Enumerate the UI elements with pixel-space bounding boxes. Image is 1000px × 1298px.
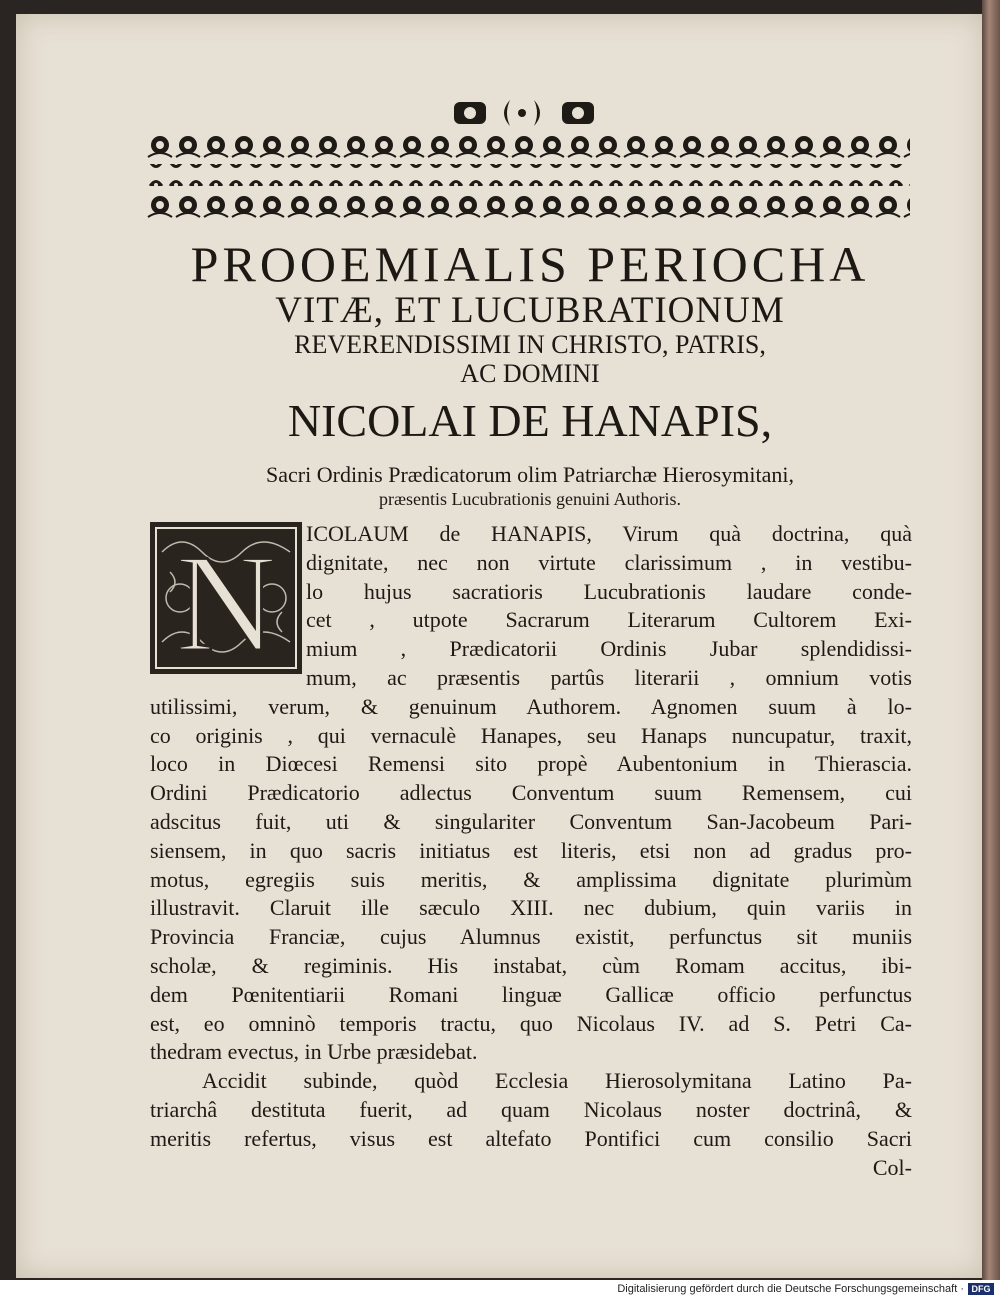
subtitle-line-1: Sacri Ordinis Prædicatorum olim Patriarchæ Hierosymitani, (266, 462, 794, 487)
text-line: co originis , qui vernaculè Hanapes, seu Hanaps nuncupatur, traxit, (150, 722, 912, 748)
text-line: triarchâ destituta fuerit, ad quam Nicolaus noster doctrinâ, & (150, 1096, 912, 1122)
body-text (150, 520, 912, 1182)
text-line: illustravit. Claruit ille sæculo XIII. nec dubium, quin variis in (150, 895, 912, 921)
page-edge (982, 0, 1000, 1280)
subtitle-line-2: præsentis Lucubrationis genuini Authoris. (379, 489, 681, 509)
text-line: ICOLAUM de HANAPIS, Virum quà doctrina, quà (306, 521, 912, 546)
text-line: dem Pœnitentiarii Romani linguæ Gallicæ officio perfunctus (150, 981, 912, 1007)
text-line: cet , utpote Sacrarum Literarum Cultorem Exi- (306, 607, 912, 633)
title-line-3: REVERENDISSIMI IN CHRISTO, PATRIS, (294, 330, 766, 359)
text-line: lo hujus sacratioris Lucubrationis laudare conde- (306, 578, 912, 604)
dfg-logo-icon: DFG (968, 1283, 994, 1295)
text-line: Ordini Prædicatorio adlectus Conventum suum Remensem, cui (150, 780, 912, 806)
title-line-1: PROOEMIALIS PERIOCHA (190, 236, 870, 292)
footer-credit: Digitalisierung gefördert durch die Deutsche Forschungsgemeinschaft · (617, 1283, 964, 1295)
text-line: Accidit subinde, quòd Ecclesia Hierosolymitana Latino Pa- (202, 1068, 912, 1094)
text-line: thedram evectus, in Urbe præsidebat. (150, 1039, 478, 1065)
title-line-5: NICOLAI DE HANAPIS, (287, 395, 773, 446)
title-line-2: VITÆ, ET LUCUBRATIONUM (275, 290, 785, 331)
text-line: mium , Prædicatorii Ordinis Jubar splendidissi- (306, 636, 912, 662)
text-line: loco in Diœcesi Remensi sito propè Aubentonium in Thierascia. (150, 751, 912, 777)
text-line: mum, ac præsentis partûs literarii , omnium votis (306, 664, 912, 690)
text-line: dignitate, nec non virtute clarissimum , in vestibu- (306, 549, 912, 575)
text-line: adscitus fuit, uti & singulariter Conventum San-Jacobeum Pari- (150, 808, 912, 834)
text-line: Provincia Franciæ, cujus Alumnus existit, perfunctus sit muniis (150, 924, 912, 950)
ornament-band (146, 130, 910, 222)
fleuron-icon (450, 96, 610, 130)
text-line: est, eo omninò temporis tractu, quo Nicolaus IV. ad S. Petri Ca- (150, 1010, 912, 1036)
text-line: motus, egregiis suis meritis, & amplissima dignitate plurimùm (150, 866, 912, 892)
text-line: meritis refertus, visus est altefato Pontifici cum consilio Sacri (150, 1125, 912, 1151)
text-line: siensem, in quo sacris initiatus est literis, etsi non ad gradus pro- (150, 837, 912, 863)
catchword: Col- (872, 1154, 912, 1180)
text-line: scholæ, & regiminis. His instabat, cùm Romam accitus, ibi- (150, 952, 912, 978)
footer-bar (0, 1280, 1000, 1298)
text-line: utilissimi, verum, & genuinum Authorem. Agnomen suum à lo- (150, 693, 912, 719)
title-block (140, 236, 920, 510)
title-line-4: AC DOMINI (460, 359, 600, 388)
svg-text:N: N (175, 526, 277, 674)
